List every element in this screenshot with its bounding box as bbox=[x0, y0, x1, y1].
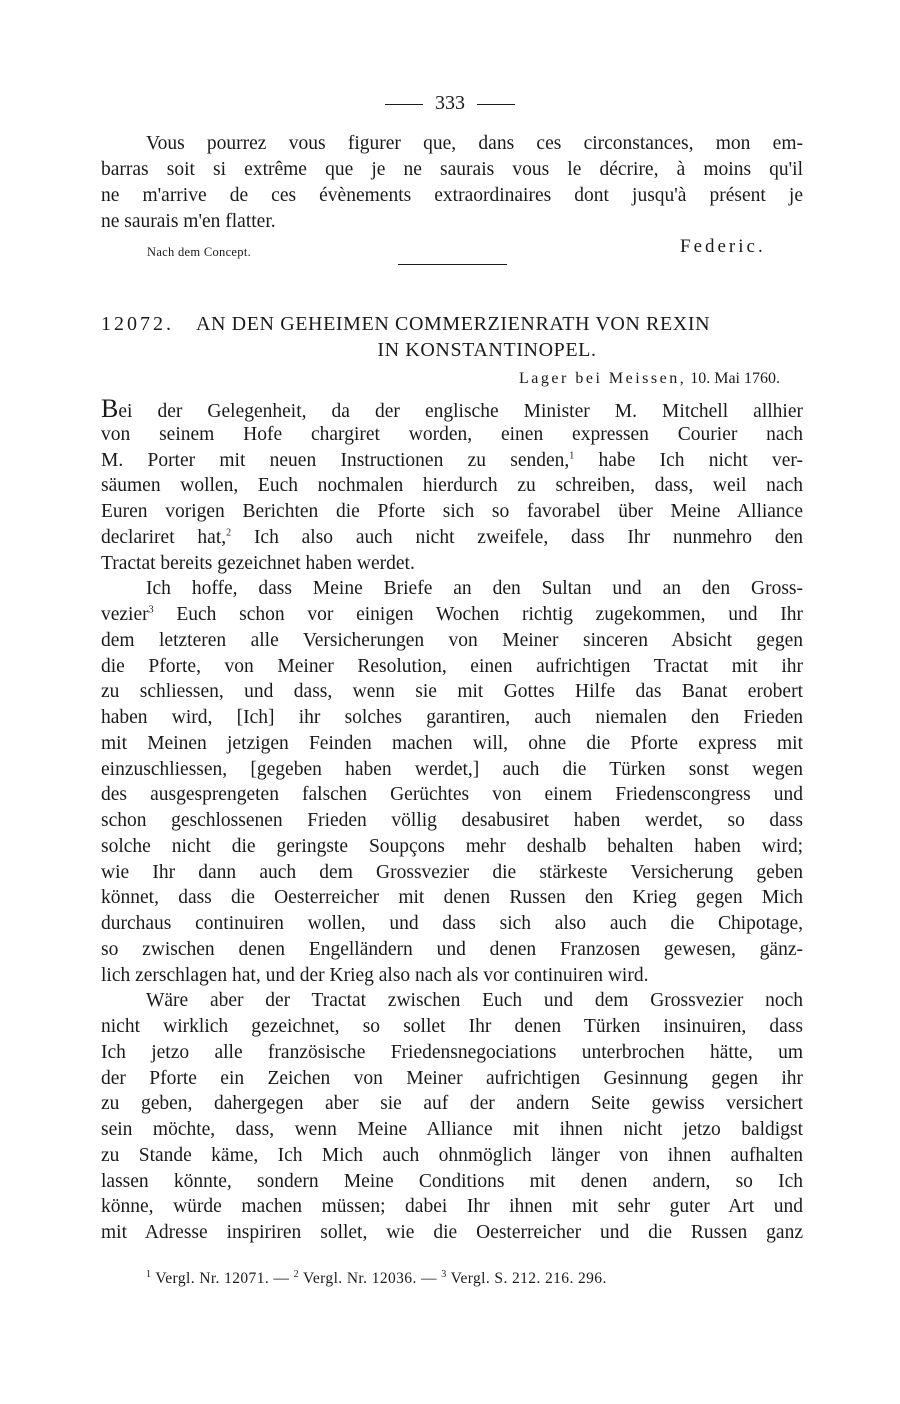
body-line-text: wie Ihr dann auch dem Grossvezier die stärkeste Versicherung geben bbox=[101, 862, 803, 883]
footnote-reference: 2 bbox=[226, 527, 232, 539]
body-line-text: Euren vorigen Berichten die Pforte sich so favorabel über Meine Alliance bbox=[101, 501, 803, 522]
body-line bbox=[101, 911, 803, 937]
letter-title-line2: IN KONSTANTINOPEL. bbox=[377, 339, 597, 361]
body-line bbox=[101, 731, 803, 757]
dropcap-letter: B bbox=[101, 394, 119, 423]
body-line bbox=[101, 705, 803, 731]
body-line-text: zu Stande käme, Ich Mich auch ohnmöglich länger von ihnen aufhalten bbox=[101, 1145, 803, 1166]
section-divider bbox=[398, 264, 507, 265]
body-line bbox=[101, 499, 803, 525]
body-line bbox=[101, 473, 803, 499]
body-line bbox=[101, 782, 803, 808]
footnote-mark: 1 bbox=[146, 1268, 152, 1280]
body-line bbox=[101, 525, 803, 551]
body-line-text: solche nicht die geringste Soupçons mehr deshalb behalten haben wird; bbox=[101, 836, 803, 857]
body-line bbox=[101, 860, 803, 886]
body-line-text: so zwischen denen Engelländern und denen Franzosen gewesen, gänz- bbox=[101, 939, 803, 960]
page-number-right-dash bbox=[477, 104, 515, 105]
footnote-reference: 3 bbox=[148, 604, 154, 616]
body-line-text: Euch schon vor einigen Wochen richtig zugekommen, und Ihr bbox=[153, 604, 803, 625]
body-line-text: durchaus continuiren wollen, und dass sich also auch die Chipotage, bbox=[101, 913, 803, 934]
body-line bbox=[146, 576, 803, 602]
footnote-mark: 3 bbox=[441, 1268, 447, 1280]
page-number-text: 333 bbox=[435, 92, 465, 114]
body-line-text: sein möchte, dass, wenn Meine Alliance mit ihnen nicht jetzo baldigst bbox=[101, 1119, 803, 1140]
body-line-text: declariret hat, bbox=[101, 527, 227, 548]
body-line bbox=[146, 988, 803, 1014]
body-line-text: von seinem Hofe chargiret worden, einen expressen Courier nach bbox=[101, 424, 803, 445]
body-line bbox=[101, 1091, 803, 1117]
body-line-text: haben wird, [Ich] ihr solches garantiren, auch niemalen den Frieden bbox=[101, 707, 803, 728]
intro-line: ne m'arrive de ces évènements extraordinaires dont jusqu'à présent je bbox=[101, 185, 803, 206]
body-line bbox=[101, 963, 803, 989]
letter-title-line1: AN DEN GEHEIMEN COMMERZIENRATH VON REXIN bbox=[196, 313, 711, 335]
body-line bbox=[101, 1194, 803, 1220]
footnote-text: Vergl. Nr. 12036. bbox=[303, 1270, 417, 1287]
page-number bbox=[370, 90, 530, 116]
letter-number: 12072. bbox=[101, 313, 174, 335]
intro-line: barras soit si extrême que je ne saurais vous le décrire, à moins qu'il bbox=[101, 159, 803, 180]
body-line bbox=[101, 1117, 803, 1143]
body-line-text: dem letzteren alle Versicherungen von Meiner sinceren Absicht gegen bbox=[101, 630, 803, 651]
body-line bbox=[101, 422, 803, 448]
body-line-text: könne, würde machen müssen; dabei Ihr ihnen mit sehr guter Art und bbox=[101, 1196, 803, 1217]
body-line-text: zu geben, dahergegen aber sie auf der andern Seite gewiss versichert bbox=[101, 1093, 803, 1114]
body-line-text: säumen wollen, Euch nochmalen hierdurch zu schreiben, dass, weil nach bbox=[101, 475, 803, 496]
body-line-text: einzuschliessen, [gegeben haben werdet,] auch die Türken sonst wegen bbox=[101, 759, 803, 780]
dateline-date: 10. Mai 1760. bbox=[690, 370, 780, 387]
body-line-text: der Pforte ein Zeichen von Meiner aufrichtigen Gesinnung gegen ihr bbox=[101, 1068, 803, 1089]
body-line-text: Wäre aber der Tractat zwischen Euch und dem Grossvezier noch bbox=[146, 990, 803, 1011]
body-line-text: könnet, dass die Oesterreicher mit denen Russen den Krieg gegen Mich bbox=[101, 887, 803, 908]
intro-line: ne saurais m'en flatter. bbox=[101, 211, 276, 232]
letter-heading bbox=[101, 311, 803, 337]
footnote-text: Vergl. S. 212. 216. 296. bbox=[450, 1270, 607, 1287]
footnote-text: Vergl. Nr. 12071. bbox=[155, 1270, 270, 1287]
source-note: Nach dem Concept. bbox=[147, 245, 252, 259]
page-number-left-dash bbox=[385, 104, 423, 105]
body-line bbox=[101, 1143, 803, 1169]
body-line bbox=[101, 602, 803, 628]
body-line-text: habe Ich nicht ver- bbox=[574, 450, 804, 471]
body-line bbox=[101, 885, 803, 911]
dateline-place: Lager bei Meissen, bbox=[519, 370, 687, 387]
body-line-text: vezier bbox=[101, 604, 149, 625]
body-line bbox=[101, 757, 803, 783]
body-line bbox=[101, 551, 803, 577]
body-line-text: M. Porter mit neuen Instructionen zu senden, bbox=[101, 450, 570, 471]
footnote-separator: — bbox=[273, 1270, 290, 1287]
intro-line: Vous pourrez vous figurer que, dans ces circonstances, mon em- bbox=[146, 133, 803, 154]
body-line bbox=[101, 1066, 803, 1092]
body-line-text: nicht wirklich gezeichnet, so sollet Ihr denen Türken insinuiren, dass bbox=[101, 1016, 803, 1037]
body-line-text: lassen könnte, sondern Meine Conditions mit denen andern, so Ich bbox=[101, 1171, 803, 1192]
dateline bbox=[519, 368, 780, 390]
body-line bbox=[101, 808, 803, 834]
body-line-text: schon geschlossenen Frieden völlig desabusiret haben werdet, so dass bbox=[101, 810, 803, 831]
body-line bbox=[101, 1169, 803, 1195]
signature: Federic. bbox=[680, 236, 766, 257]
body-line-text: die Pforte, von Meiner Resolution, einen aufrichtigen Tractat mit ihr bbox=[101, 656, 803, 677]
body-line bbox=[101, 937, 803, 963]
body-line bbox=[101, 628, 803, 654]
body-line bbox=[101, 679, 803, 705]
footnotes bbox=[146, 1268, 607, 1290]
body-line-text: Ich jetzo alle französische Friedensnegociations unterbrochen hätte, um bbox=[101, 1042, 803, 1063]
body-line-text: lich zerschlagen hat, und der Krieg also nach als vor continuiren wird. bbox=[101, 965, 649, 986]
body-line-text: zu schliessen, und dass, wenn sie mit Gottes Hilfe das Banat erobert bbox=[101, 681, 803, 702]
body-line bbox=[101, 1220, 803, 1246]
body-line-text: mit Adresse inspiriren sollet, wie die Oesterreicher und die Russen ganz bbox=[101, 1222, 803, 1243]
body-line-text: des ausgesprengeten falschen Gerüchtes von einem Friedenscongress und bbox=[101, 784, 803, 805]
body-line bbox=[101, 654, 803, 680]
body-line-text: Tractat bereits gezeichnet haben werdet. bbox=[101, 553, 415, 574]
footnote-mark: 2 bbox=[293, 1268, 299, 1280]
body-line bbox=[101, 1014, 803, 1040]
footnote-reference: 1 bbox=[569, 450, 575, 462]
body-line-text: Ich hoffe, dass Meine Briefe an den Sultan und an den Gross- bbox=[146, 578, 803, 599]
body-line-text: Ich also auch nicht zweifele, dass Ihr nunmehro den bbox=[231, 527, 803, 548]
body-line-text: ei der Gelegenheit, da der englische Minister M. Mitchell allhier bbox=[118, 401, 803, 422]
body-line bbox=[101, 448, 803, 474]
body-line bbox=[101, 834, 803, 860]
body-line-text: mit Meinen jetzigen Feinden machen will, ohne die Pforte express mit bbox=[101, 733, 803, 754]
footnote-separator: — bbox=[421, 1270, 437, 1287]
body-line bbox=[101, 1040, 803, 1066]
body-line bbox=[101, 396, 803, 425]
